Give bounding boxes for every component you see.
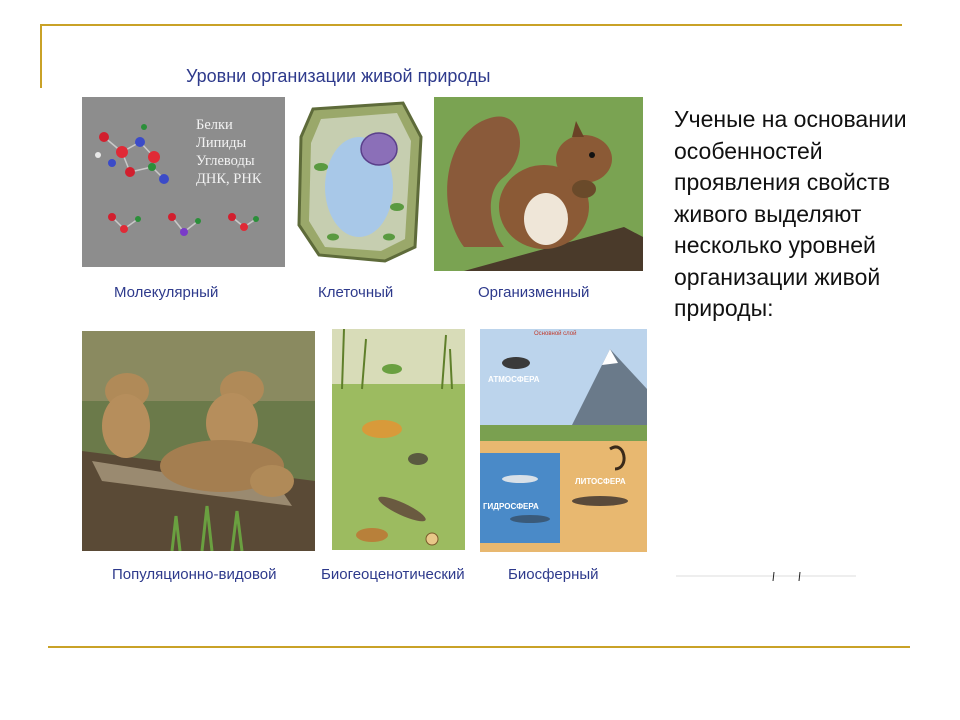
molecule-label-lipids: Липиды xyxy=(196,135,247,151)
caption-population: Популяционно-видовой xyxy=(112,566,277,583)
top-gold-rule xyxy=(40,24,902,26)
plant-cell-illustration xyxy=(293,97,427,265)
weasels-image xyxy=(82,331,315,551)
label-lithosphere: ЛИТОСФЕРА xyxy=(575,477,626,486)
label-atmosphere: АТМОСФЕРА xyxy=(488,375,540,384)
weasels-illustration xyxy=(82,331,315,551)
slide-title: Уровни организации живой природы xyxy=(186,66,491,86)
caption-organismal: Организменный xyxy=(478,284,590,301)
molecule-label-dna-rna: ДНК, РНК xyxy=(196,171,262,187)
molecule-label-carbohydrates: Углеводы xyxy=(196,153,255,169)
caption-molecular: Молекулярный xyxy=(114,284,219,301)
plant-cell-image xyxy=(293,97,427,265)
biosphere-illustration xyxy=(480,329,647,552)
squirrel-image xyxy=(434,97,643,271)
bottom-gold-rule xyxy=(48,646,910,648)
pond-ecosystem-image xyxy=(332,329,465,550)
caption-biogeocenotic: Биогеоценотический xyxy=(321,566,465,583)
body-text: Ученые на основании особенностей проявления свойств живого выделяют несколько уровней организации живой природы: xyxy=(674,106,907,321)
squirrel-illustration xyxy=(434,97,643,271)
label-hydrosphere: ГИДРОСФЕРА xyxy=(483,502,539,511)
left-gold-rule xyxy=(40,24,42,88)
faint-text-artifact xyxy=(676,570,856,582)
molecular-image xyxy=(82,97,285,267)
pond-ecosystem-illustration xyxy=(332,329,465,550)
caption-cellular: Клеточный xyxy=(318,284,394,301)
biosphere-diagram-image xyxy=(480,329,647,552)
molecule-label-proteins: Белки xyxy=(196,117,233,133)
label-main-layer: Основной слой xyxy=(534,331,577,337)
caption-biosphere: Биосферный xyxy=(508,566,599,583)
